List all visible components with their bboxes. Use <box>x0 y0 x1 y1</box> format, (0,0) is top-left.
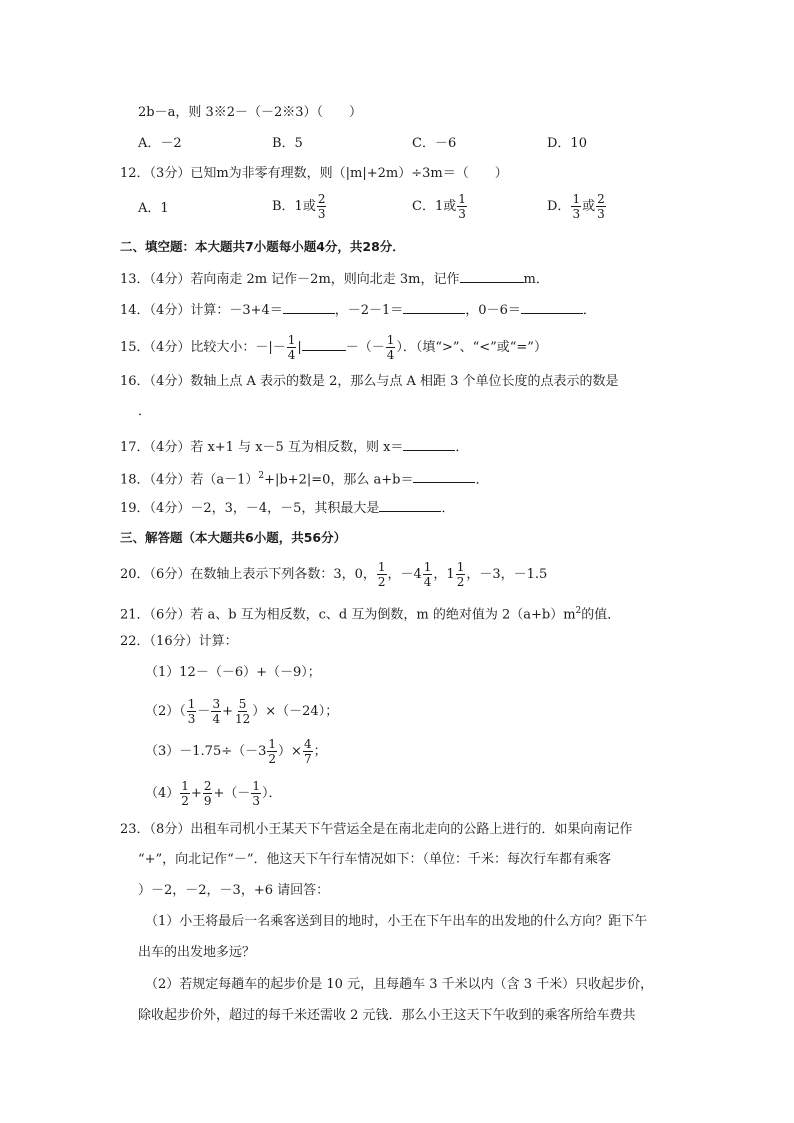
q23-line2: “+”，向北记作“－”．他这天下午行车情况如下：（单位：千米：每次行车都有乘客 <box>138 852 611 867</box>
q22-part3: （3）－1.75÷（－3 $\frac{1}{2}$ ）× $\frac{4}{7}$ ； <box>145 737 327 766</box>
section-heading-solutions: 三、解答题（本大题共6小题，共56分） <box>120 530 347 545</box>
q11-option-d: D．10 <box>547 136 587 151</box>
fraction: $\frac{1}{4}$ <box>423 560 432 589</box>
q11-option-b: B．5 <box>272 136 303 151</box>
q16-line1: 16．（4分）数轴上点 A 表示的数是 2，那么与点 A 相距 3 个单位长度的点表示的数是 <box>120 374 619 389</box>
q12-stem: 12．（3分）已知m为非零有理数，则（|m|+2m）÷3m＝（ ） <box>120 166 508 181</box>
q14: 14．（4分）计算：－3+4＝ ，－2－1＝ ，0－6＝ ． <box>120 299 596 321</box>
q11-stem-tail: 2b－a，则 3※2－（－2※3）（ ） <box>138 105 363 120</box>
fraction: $\frac{1}{4}$ <box>287 333 296 362</box>
fraction: $\frac{1}{2}$ <box>377 560 386 589</box>
q22-part2: （2）（ $\frac{1}{3}$ － $\frac{3}{4}$ + $\frac{5}{12}$ ）×（－24）； <box>145 697 339 726</box>
fraction: $\frac{1}{3}$ <box>187 697 196 726</box>
q23-line1: 23．（8分）出租车司机小王某天下午营运全是在南北走向的公路上进行的．如果向南记作 <box>120 822 633 837</box>
answer-blank[interactable] <box>283 299 335 314</box>
q12-option-a: A．1 <box>138 201 169 216</box>
answer-blank[interactable] <box>460 268 524 283</box>
q16-line2: ． <box>138 404 152 419</box>
fraction: $\frac{1}{3}$ <box>252 779 261 808</box>
q15: 15．（4分）比较大小：－|－ $\frac{1}{4}$ | －（－ $\frac{1}{4}$ ）．（填“>”、“<”或“=”） <box>120 333 547 362</box>
fraction: $\frac{2}{3}$ <box>317 192 326 221</box>
q20: 20．（6分）在数轴上表示下列各数：3，0， $\frac{1}{2}$ ，－4 $\frac{1}{4}$ ，1 $\frac{1}{2}$ ，－3，－1.5 <box>120 560 548 589</box>
q22-part4: （4） $\frac{1}{2}$ + $\frac{2}{9}$ +（－ $\frac{1}{3}$ ）． <box>145 779 282 808</box>
q22-stem: 22．（16分）计算： <box>120 634 238 649</box>
q23-line3: ）－2，－2，－3，+6 请回答： <box>138 883 330 898</box>
fraction: $\frac{2}{9}$ <box>203 779 212 808</box>
answer-blank[interactable] <box>521 299 583 314</box>
answer-blank[interactable] <box>403 299 465 314</box>
section-heading-fill-in: 二、填空题：本大题共7小题每小题4分，共28分． <box>120 239 405 254</box>
fraction: $\frac{3}{4}$ <box>212 697 221 726</box>
q13: 13．（4分）若向南走 2m 记作－2m，则向北走 3m，记作 m． <box>120 268 549 290</box>
answer-blank[interactable] <box>302 336 346 351</box>
fraction: $\frac{1}{2}$ <box>181 779 189 808</box>
fraction: $\frac{1}{2}$ <box>268 737 277 766</box>
fraction: $\frac{1}{2}$ <box>456 560 465 589</box>
q11-option-a: A．－2 <box>138 136 182 151</box>
q18: 18．（4分）若$(a-1)^2+|b+2|=0$，那么 a+b＝ ． <box>120 466 489 490</box>
fraction: $\frac{4}{7}$ <box>303 737 312 766</box>
q23-part2-line1: （2）若规定每趟车的起步价是 10 元，且每趟车 3 千米以内（含 3 千米）只收起步价， <box>145 977 654 992</box>
fraction: $\frac{5}{12}$ <box>234 697 251 726</box>
fraction: $\frac{1}{3}$ <box>458 192 466 221</box>
fraction: $\frac{1}{4}$ <box>386 333 395 362</box>
q21: 21．（6分）若 a、b 互为相反数，c、d 互为倒数，m 的绝对值为 $2(a+b)m^2$的值． <box>120 606 621 623</box>
q23-part1-line1: （1）小王将最后一名乘客送到目的地时，小王在下午出车的出发地的什么方向？距下午 <box>145 914 648 929</box>
fraction: $\frac{1}{3}$ <box>572 192 581 221</box>
q12-option-d: D． $\frac{1}{3}$ 或 $\frac{2}{3}$ <box>547 192 605 221</box>
q22-part1: （1）12－（－6）+（－9）； <box>145 665 321 680</box>
answer-blank[interactable] <box>403 436 455 451</box>
q17: 17．（4分）若 x+1 与 x－5 互为相反数，则 x＝ ． <box>120 436 468 458</box>
answer-blank[interactable] <box>379 497 441 512</box>
answer-blank[interactable] <box>413 468 475 483</box>
q11-option-c: C．－6 <box>412 136 457 151</box>
q19: 19．（4分）－2，3，－4，－5，其积最大是 ． <box>120 497 454 519</box>
fraction: $\frac{2}{3}$ <box>597 192 605 221</box>
q23-part2-line2: 除收起步价外，超过的每千米还需收 2 元钱．那么小王这天下午收到的乘客所给车费共 <box>138 1008 636 1023</box>
q12-option-c: C．1或 $\frac{1}{3}$ <box>412 192 466 221</box>
q12-option-b: B．1或 $\frac{2}{3}$ <box>272 192 326 221</box>
q23-part1-line2: 出车的出发地多远？ <box>138 945 256 960</box>
